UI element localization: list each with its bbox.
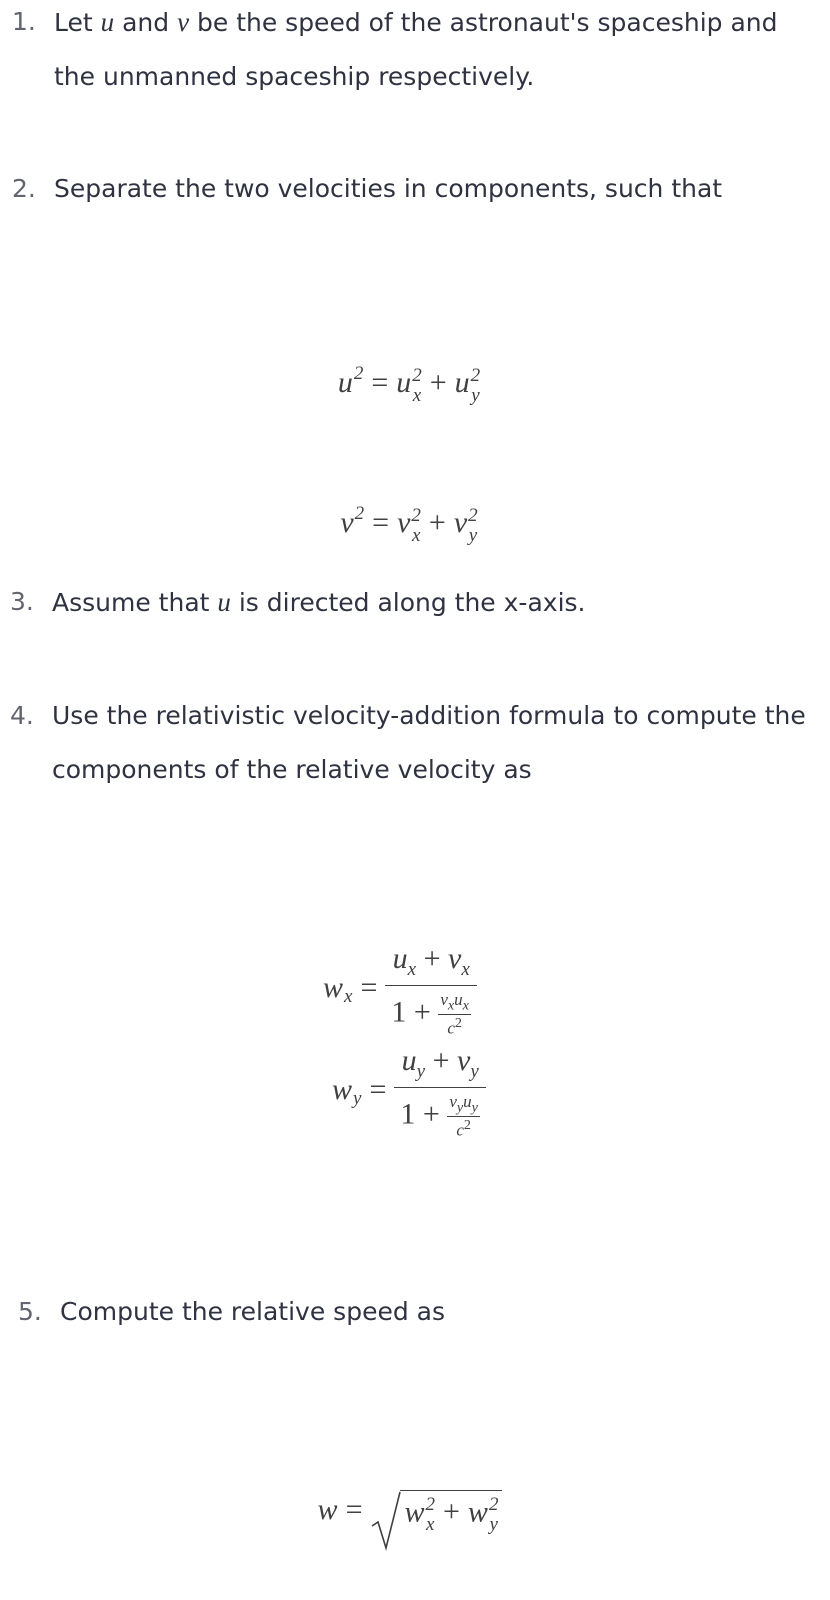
equation-u-squared: u 2 = u 2 x + u 2 y <box>337 362 481 406</box>
equation-w-y: w y = $u_y + v_y$ 1 + $v_yu_y$ $c^2$ <box>0 1044 830 1141</box>
step-1 <box>12 0 812 104</box>
step-text: Assume that u is directed along the x-axis. <box>52 587 586 617</box>
step-5 <box>18 1285 818 1339</box>
equation-v-squared: v 2 = v 2 x + v 2 y <box>340 502 478 546</box>
step-4 <box>10 689 820 797</box>
step-number: 3. <box>10 587 34 616</box>
radical-sign: w 2 x + w 2 y <box>370 1490 502 1534</box>
equation-w-x: w x = $u_x + v_x$ 1 + $v_xu_x$ $c^2$ <box>0 942 830 1039</box>
step-text: Let u and v be the speed of the astronaut's spaceship and the unmanned spaceship respectively. <box>54 7 778 91</box>
equation-w: w = w 2 x + w 2 y <box>0 1490 830 1534</box>
step-number: 4. <box>10 701 34 730</box>
step-text: Separate the two velocities in components, such that <box>54 174 723 203</box>
step-number: 1. <box>12 7 36 36</box>
step-2 <box>12 162 812 216</box>
step-text: Use the relativistic velocity-addition formula to compute the components of the relative velocity as <box>52 701 806 784</box>
step-number: 2. <box>12 174 36 203</box>
step-3 <box>10 575 810 630</box>
step-text: Compute the relative speed as <box>60 1297 445 1326</box>
step-number: 5. <box>18 1297 42 1326</box>
